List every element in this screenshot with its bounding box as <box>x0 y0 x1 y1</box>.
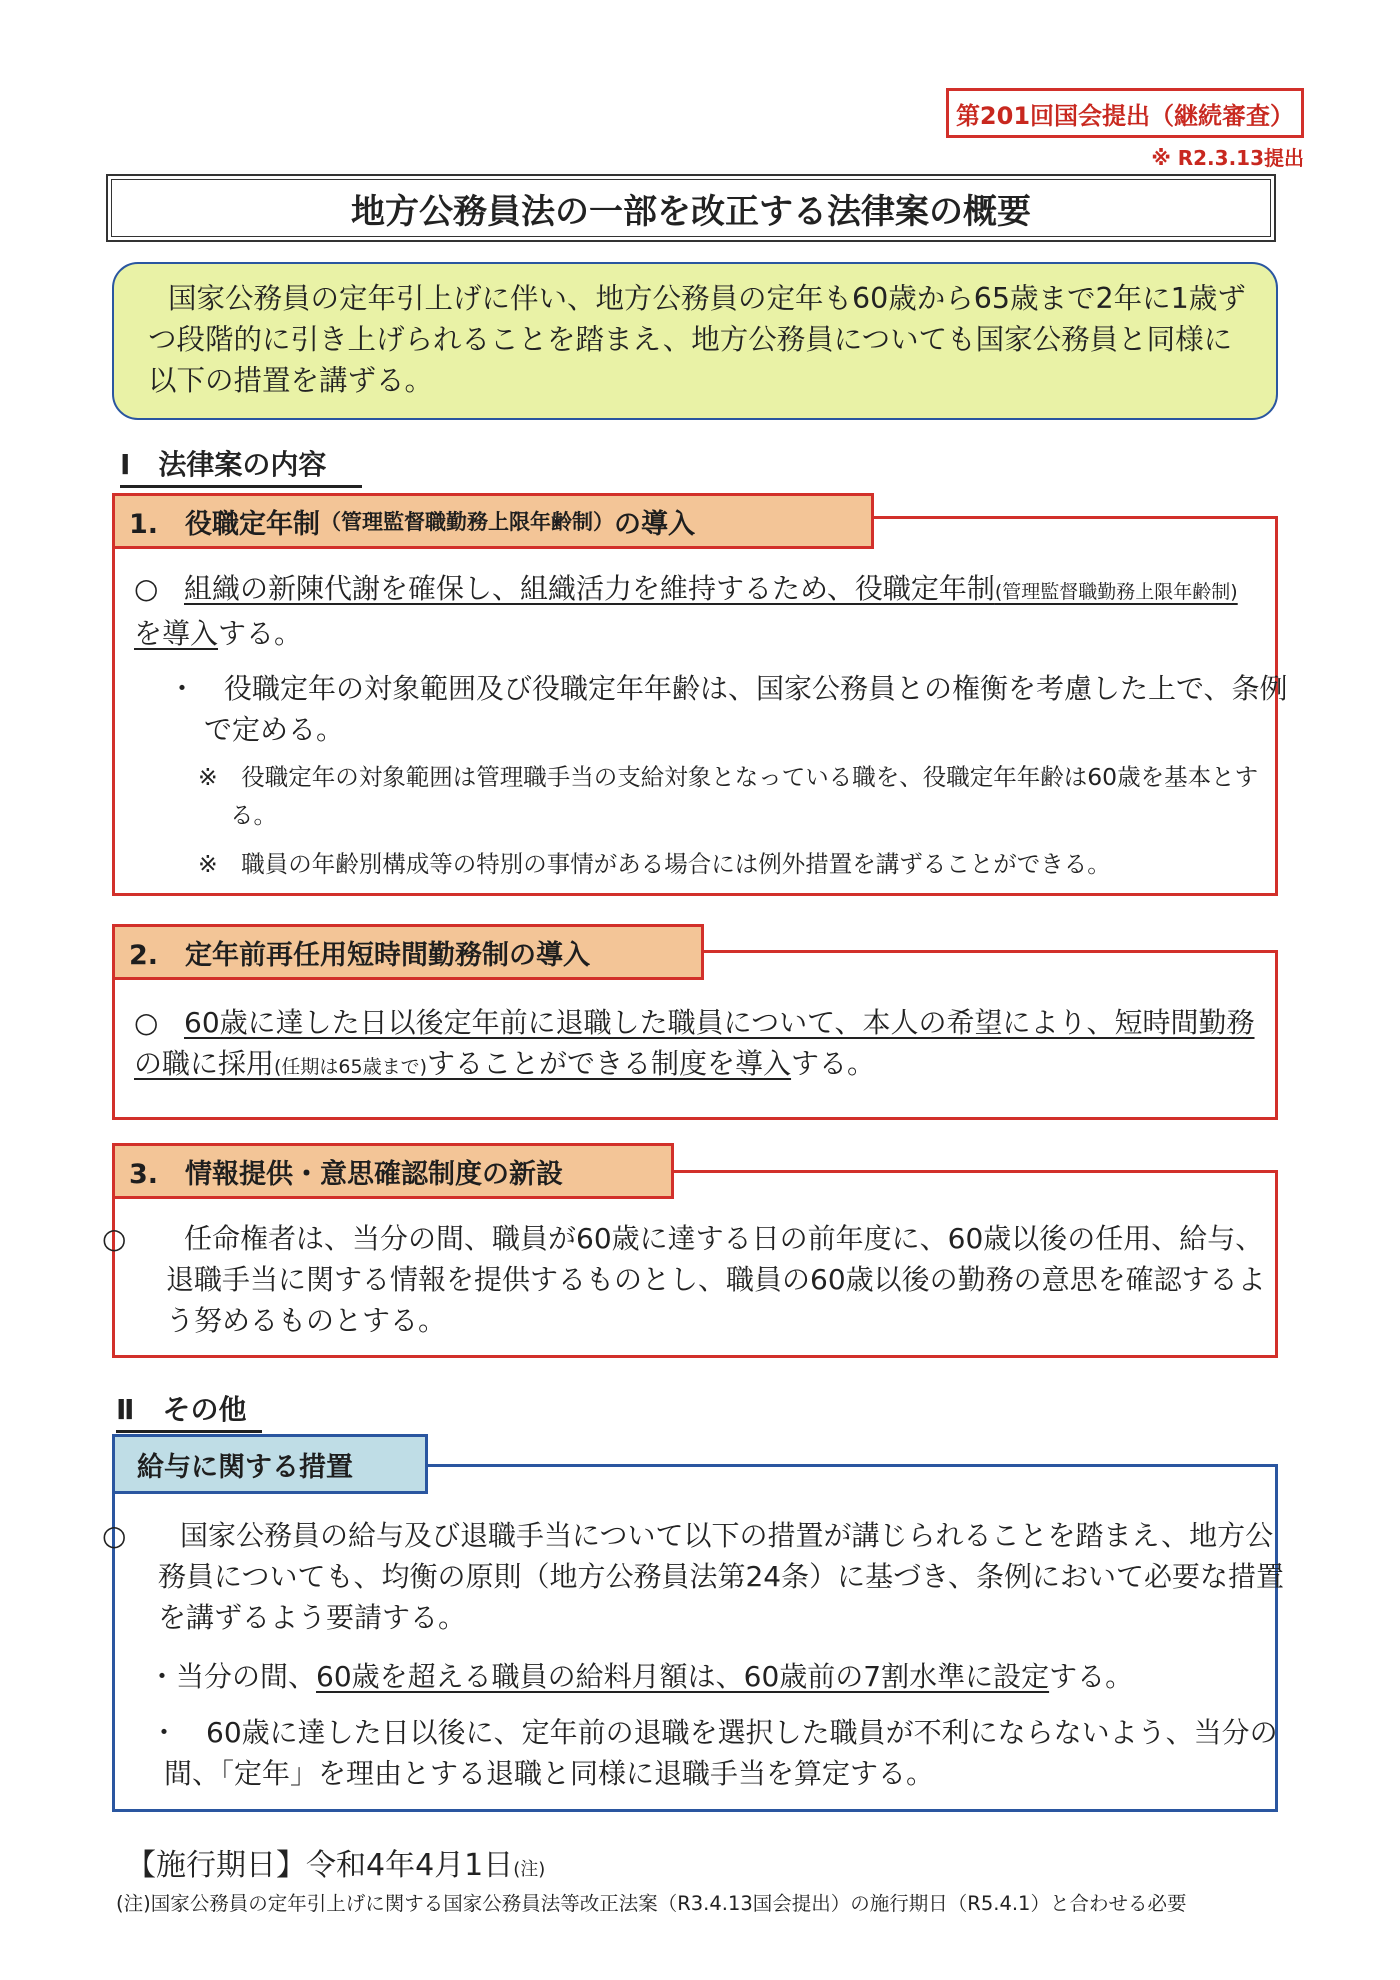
salary-paragraph-1 <box>102 1515 1292 1638</box>
item1-note-1: ※ 役職定年の対象範囲は管理職手当の支給対象となっている職を、役職定年年齢は60歳を基本とする。 <box>198 763 1259 829</box>
item-tab-salary: 給与に関する措置 <box>112 1434 428 1494</box>
section-heading-1: Ⅰ 法律案の内容 <box>120 443 362 488</box>
salary-paragraph-2 <box>148 1656 1268 1697</box>
item1-p1-small: (管理監督職勤務上限年齢制) <box>994 581 1238 603</box>
item1-tab-main: 1. 役職定年制 <box>129 508 321 540</box>
salary-p2-end: する。 <box>1049 1660 1134 1693</box>
item-tab-1 <box>112 493 874 549</box>
item3-paragraph <box>102 1218 1290 1341</box>
item2-end: する。 <box>791 1047 876 1080</box>
page-title: 地方公務員法の一部を改正する法律案の概要 <box>106 174 1276 242</box>
effective-date-note-mark: (注) <box>513 1859 546 1880</box>
circle-bullet: ○ <box>102 1519 127 1552</box>
item1-p1-underlined-2: を導入 <box>134 617 219 650</box>
circle-bullet: ○ <box>102 1222 127 1255</box>
salary-p2-underlined: 60歳を超える職員の給料月額は、60歳前の7割水準に設定 <box>316 1660 1050 1693</box>
effective-date <box>126 1840 545 1884</box>
item-tab-2: 2. 定年前再任用短時間勤務制の導入 <box>112 924 704 980</box>
item2-underlined: 60歳に達した日以後定年前に退職した職員について、本人の希望により、短時間勤務の職に採用 <box>134 1006 1255 1080</box>
item1-tab-sub: （管理監督職勤務上限年齢制） <box>320 510 615 534</box>
item3-text: 任命権者は、当分の間、職員が60歳に達する日の前年度に、60歳以後の任用、給与、退職手当に関する情報を提供するものとし、職員の60歳以後の勤務の意思を確認するよう努めるものとする。 <box>166 1222 1266 1337</box>
salary-p1-text: 国家公務員の給与及び退職手当について以下の措置が講じられることを踏まえ、地方公務員についても、均衡の原則（地方公務員法第24条）に基づき、条例において必要な措置を講ずるよう要請する。 <box>158 1519 1284 1634</box>
item2-small: (任期は65歳まで) <box>274 1056 428 1078</box>
item1-paragraph-1 <box>134 568 1254 654</box>
effective-date-text: 【施行期日】令和4年4月1日 <box>126 1848 514 1883</box>
item1-tab-end: の導入 <box>614 508 696 540</box>
item2-underlined-2: することができる制度を導入 <box>427 1047 792 1080</box>
item1-note-2: ※ 職員の年齢別構成等の特別の事情がある場合には例外措置を講ずることができる。 <box>198 850 1111 878</box>
submission-date: ※ R2.3.13提出 <box>1151 146 1304 170</box>
item1-paragraph-2: ・ 役職定年の対象範囲及び役職定年年齢は、国家公務員との権衡を考慮した上で、条例で定める。 <box>168 672 1288 746</box>
circle-bullet: ○ <box>134 1006 159 1039</box>
section-heading-2: Ⅱ その他 <box>116 1388 262 1433</box>
item1-p1-end: する。 <box>218 617 303 650</box>
salary-p2-start: ・当分の間、 <box>148 1660 317 1693</box>
circle-bullet: ○ <box>134 572 159 605</box>
submission-badge: 第201回国会提出（継続審査） <box>946 88 1304 138</box>
summary-box: 国家公務員の定年引上げに伴い、地方公務員の定年も60歳から65歳まで2年に1歳ずつ段階的に引き上げられることを踏まえ、地方公務員についても国家公務員と同様に以下の措置を講ずる。 <box>112 262 1278 420</box>
item-tab-3: 3. 情報提供・意思確認制度の新設 <box>112 1143 674 1199</box>
footnote: (注)国家公務員の定年引上げに関する国家公務員法等改正法案（R3.4.13国会提出）の施行期日（R5.4.1）と合わせる必要 <box>116 1892 1187 1915</box>
item1-p1-underlined: 組織の新陳代謝を確保し、組織活力を維持するため、役職定年制 <box>184 572 995 605</box>
item2-paragraph <box>134 1002 1258 1088</box>
salary-paragraph-3: ・ 60歳に達した日以後に、定年前の退職を選択した職員が不利にならないよう、当分の間、「定年」を理由とする退職と同様に退職手当を算定する。 <box>150 1716 1278 1790</box>
